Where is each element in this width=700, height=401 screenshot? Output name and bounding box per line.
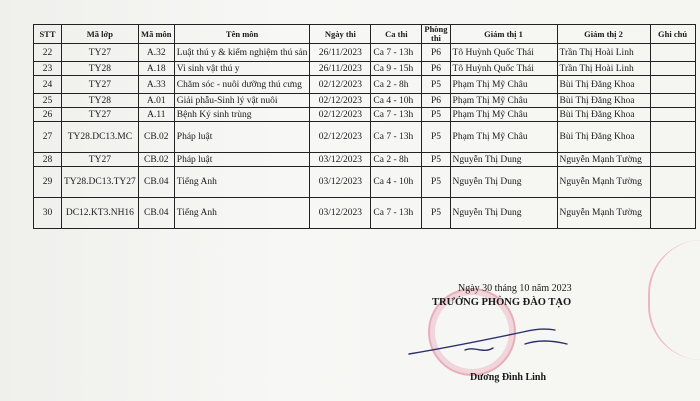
header-giam-thi-2: Giám thị 2 xyxy=(557,25,650,44)
table-row xyxy=(34,167,696,198)
cell-ma-lop: TY27 xyxy=(62,76,139,94)
cell-giam-thi-2: Trần Thị Hoài Linh xyxy=(557,44,650,62)
header-phong-thi: Phòng thi xyxy=(422,25,450,44)
signer-name: Dương Đình Linh xyxy=(470,372,547,383)
cell-ghi-chu xyxy=(650,108,695,122)
cell-ma-lop: TY28 xyxy=(62,62,139,76)
date-line: Ngày 30 tháng 10 năm 2023 xyxy=(458,283,572,294)
table-row xyxy=(34,153,696,167)
cell-giam-thi-2: Bùi Thị Đăng Khoa xyxy=(557,108,650,122)
cell-phong-thi: P5 xyxy=(422,122,450,153)
table-row xyxy=(34,108,696,122)
cell-ghi-chu xyxy=(650,76,695,94)
cell-giam-thi-1: Phạm Thị Mỹ Châu xyxy=(450,76,557,94)
cell-stt: 22 xyxy=(34,44,62,62)
cell-ma-mon: CB.04 xyxy=(138,167,174,198)
cell-giam-thi-1: Nguyễn Thị Dung xyxy=(450,153,557,167)
cell-ten-mon: Chăm sóc - nuôi dưỡng thú cưng xyxy=(174,76,310,94)
header-stt: STT xyxy=(34,25,62,44)
cell-giam-thi-2: Bùi Thị Đăng Khoa xyxy=(557,76,650,94)
cell-ghi-chu xyxy=(650,153,695,167)
cell-giam-thi-2: Bùi Thị Đăng Khoa xyxy=(557,122,650,153)
cell-stt: 28 xyxy=(34,153,62,167)
cell-ten-mon: Vi sinh vật thú y xyxy=(174,62,310,76)
cell-giam-thi-1: Nguyễn Thị Dung xyxy=(450,198,557,229)
cell-phong-thi: P6 xyxy=(422,44,450,62)
cell-ca-thi: Ca 7 - 13h xyxy=(371,122,422,153)
cell-giam-thi-2: Nguyễn Mạnh Tường xyxy=(557,153,650,167)
cell-ca-thi: Ca 2 - 8h xyxy=(371,76,422,94)
cell-ca-thi: Ca 9 - 15h xyxy=(371,62,422,76)
table-row xyxy=(34,94,696,108)
cell-ma-lop: TY28.DC13.TY27 xyxy=(62,167,139,198)
cell-ma-mon: A.11 xyxy=(138,108,174,122)
cell-ma-mon: CB.04 xyxy=(138,198,174,229)
cell-stt: 27 xyxy=(34,122,62,153)
office-title: TRƯỞNG PHÒNG ĐÀO TẠO xyxy=(432,297,572,308)
cell-ten-mon: Pháp luật xyxy=(174,153,310,167)
table-row xyxy=(34,44,696,62)
header-ma-mon: Mã môn xyxy=(138,25,174,44)
header-ngay-thi: Ngày thi xyxy=(310,25,371,44)
cell-giam-thi-1: Nguyễn Thị Dung xyxy=(450,167,557,198)
cell-ten-mon: Giải phẫu-Sinh lý vật nuôi xyxy=(174,94,310,108)
cell-ca-thi: Ca 7 - 13h xyxy=(371,108,422,122)
cell-phong-thi: P5 xyxy=(422,108,450,122)
header-ten-mon: Tên môn xyxy=(174,25,310,44)
cell-ma-lop: TY27 xyxy=(62,44,139,62)
cell-ghi-chu xyxy=(650,62,695,76)
cell-ngay-thi: 26/11/2023 xyxy=(310,44,371,62)
cell-phong-thi: P6 xyxy=(422,94,450,108)
cell-ghi-chu xyxy=(650,122,695,153)
cell-ngay-thi: 02/12/2023 xyxy=(310,122,371,153)
cell-ten-mon: Tiếng Anh xyxy=(174,198,310,229)
cell-giam-thi-1: Tô Huỳnh Quốc Thái xyxy=(450,44,557,62)
cell-ngay-thi: 26/11/2023 xyxy=(310,62,371,76)
exam-schedule-table xyxy=(33,24,696,229)
cell-ma-mon: CB.02 xyxy=(138,122,174,153)
cell-phong-thi: P6 xyxy=(422,62,450,76)
header-row xyxy=(34,25,696,44)
partial-seal-stamp xyxy=(648,240,700,360)
cell-phong-thi: P5 xyxy=(422,198,450,229)
cell-ten-mon: Tiếng Anh xyxy=(174,167,310,198)
header-ghi-chu: Ghi chú xyxy=(650,25,695,44)
cell-ca-thi: Ca 4 - 10h xyxy=(371,167,422,198)
cell-stt: 24 xyxy=(34,76,62,94)
cell-giam-thi-1: Phạm Thị Mỹ Châu xyxy=(450,122,557,153)
cell-ma-mon: A.32 xyxy=(138,44,174,62)
cell-ghi-chu xyxy=(650,167,695,198)
cell-ten-mon: Luật thú y & kiểm nghiệm thú sản xyxy=(174,44,310,62)
cell-giam-thi-1: Phạm Thị Mỹ Châu xyxy=(450,108,557,122)
cell-ngay-thi: 02/12/2023 xyxy=(310,94,371,108)
cell-giam-thi-2: Bùi Thị Đăng Khoa xyxy=(557,94,650,108)
header-ca-thi: Ca thi xyxy=(371,25,422,44)
cell-ghi-chu xyxy=(650,198,695,229)
cell-phong-thi: P5 xyxy=(422,167,450,198)
cell-stt: 25 xyxy=(34,94,62,108)
cell-ghi-chu xyxy=(650,44,695,62)
cell-ghi-chu xyxy=(650,94,695,108)
cell-ngay-thi: 03/12/2023 xyxy=(310,198,371,229)
cell-ma-mon: A.33 xyxy=(138,76,174,94)
table-row xyxy=(34,76,696,94)
cell-ca-thi: Ca 7 - 13h xyxy=(371,44,422,62)
cell-ngay-thi: 02/12/2023 xyxy=(310,76,371,94)
cell-ten-mon: Pháp luật xyxy=(174,122,310,153)
cell-ca-thi: Ca 2 - 8h xyxy=(371,153,422,167)
table-row xyxy=(34,62,696,76)
cell-giam-thi-2: Trần Thị Hoài Linh xyxy=(557,62,650,76)
cell-giam-thi-1: Phạm Thị Mỹ Châu xyxy=(450,94,557,108)
cell-ten-mon: Bệnh Ký sinh trùng xyxy=(174,108,310,122)
cell-ma-lop: DC12.KT3.NH16 xyxy=(62,198,139,229)
cell-ma-lop: TY28.DC13.MC xyxy=(62,122,139,153)
cell-ma-mon: A.01 xyxy=(138,94,174,108)
cell-phong-thi: P5 xyxy=(422,76,450,94)
cell-stt: 30 xyxy=(34,198,62,229)
cell-ngay-thi: 03/12/2023 xyxy=(310,153,371,167)
table-row xyxy=(34,122,696,153)
cell-ma-lop: TY28 xyxy=(62,94,139,108)
cell-giam-thi-2: Nguyễn Mạnh Tường xyxy=(557,167,650,198)
cell-ma-mon: CB.02 xyxy=(138,153,174,167)
cell-ma-lop: TY27 xyxy=(62,153,139,167)
cell-phong-thi: P5 xyxy=(422,153,450,167)
cell-ma-mon: A.18 xyxy=(138,62,174,76)
cell-ngay-thi: 03/12/2023 xyxy=(310,167,371,198)
cell-ca-thi: Ca 7 - 13h xyxy=(371,198,422,229)
cell-ngay-thi: 02/12/2023 xyxy=(310,108,371,122)
cell-stt: 29 xyxy=(34,167,62,198)
cell-ma-lop: TY27 xyxy=(62,108,139,122)
table-row xyxy=(34,198,696,229)
cell-giam-thi-2: Nguyễn Mạnh Tường xyxy=(557,198,650,229)
cell-giam-thi-1: Tô Huỳnh Quốc Thái xyxy=(450,62,557,76)
handwritten-signature xyxy=(405,310,575,370)
cell-stt: 23 xyxy=(34,62,62,76)
cell-ca-thi: Ca 4 - 10h xyxy=(371,94,422,108)
cell-stt: 26 xyxy=(34,108,62,122)
header-giam-thi-1: Giám thị 1 xyxy=(450,25,557,44)
header-ma-lop: Mã lớp xyxy=(62,25,139,44)
